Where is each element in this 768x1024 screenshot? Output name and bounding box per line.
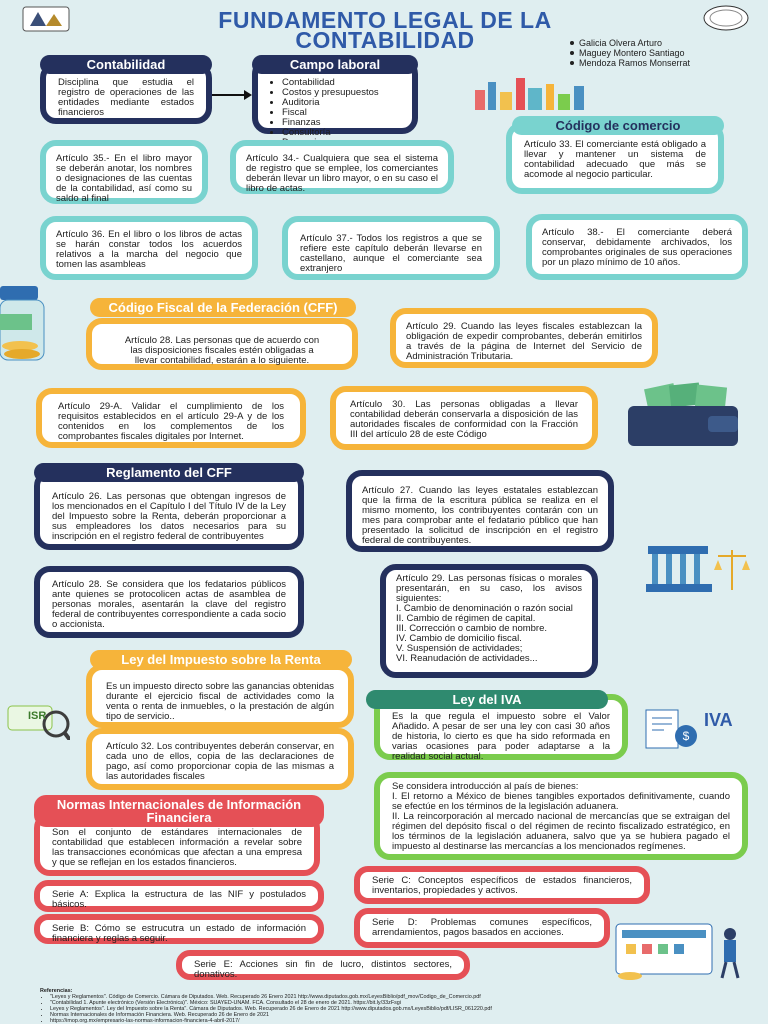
reference-item: • Leyes y Reglamentos". Ley del Impuesto sobre la Renta". Cámara de Diputados. Web. Recuperado 26 de Enero de 2021 http://www.diputados.gob.mx/LeyesBiblio/pdf/LISR_061220.pdf (50, 1006, 740, 1012)
codigo-comercio-art38: Artículo 38.- El comerciante deberá conservar, debidamente archivados, los comprobantes originales de sus operaciones por un plazo mínimo de 10 años. (526, 214, 748, 280)
cff-art29: Artículo 29. Cuando las leyes fiscales establezcan la obligación de expedir comprobantes, deberán emitirlos a través de la página de Internet del Servicio de Administración Tributaria. (390, 308, 658, 368)
city-illustration (470, 70, 590, 110)
bank-illustration (610, 920, 760, 982)
seal-icon (702, 4, 750, 32)
author-3: Mendoza Ramos Monserrat (570, 58, 690, 68)
codigo-comercio-art34: Artículo 34.- Cualquiera que sea el sistema de registro que se emplee, los comerciantes deberán llevar un libro mayor, o en su caso el libro de actas. (230, 140, 454, 194)
isr-header: Ley del Impuesto sobre la Renta (90, 650, 352, 669)
contabilidad-text: Disciplina que estudia el registro de operaciones de las entidades mediante estados financieros (58, 77, 194, 118)
reglamento-art27: Artículo 27. Cuando las leyes estatales establezcan que la firma de la escritura pública se realiza en el mismo momento, los contribuyentes contarán con un mes para comprobar ante el fedatario público que han presentado la solicitud de inscripción en el registro federal de contribuyentes. (346, 470, 614, 552)
codigo-comercio-art36: Artículo 36. En el libro o los libros de actas se harán constar todos los acuerdos relativos a la marcha del negocio que tomen las asambleas (40, 216, 258, 280)
nif-serie-d: Serie D: Problemas comunes específicos, arrendamientos, pagos basados en acciones. (354, 908, 610, 948)
cff-art29a: Artículo 29-A. Validar el cumplimiento de los requisitos establecidos en el artículo 29-A y de los contenidos en los complementos de los comprobantes fiscales digitales por Internet. (36, 388, 306, 448)
nif-serie-a: Serie A: Explica la estructura de las NIF y postulados básicos. (34, 880, 324, 912)
iva-label: IVA (704, 710, 733, 730)
cff-art28: Artículo 28. Las personas que de acuerdo con las disposiciones fiscales estén obligadas a llevar contabilidad, estarán a lo siguiente. (86, 318, 358, 370)
nif-serie-e: Serie E: Acciones sin fin de lucro, distintos sectores, donativos. (176, 950, 470, 980)
svg-text:$: $ (682, 729, 690, 743)
list-item: • Costos y presupuestos (282, 88, 402, 98)
iva-header: Ley del IVA (366, 690, 608, 709)
money-jar-illustration (0, 284, 50, 374)
reference-item: • "Leyes y Reglamentos". Código de Comercio. Cámara de Diputados. Web. Recuperado 26 Enero 2021 http://www.diputados.gob.mx/LeyesBiblio/pdf_mov/Codigo_de_Comercio.pdf (50, 994, 740, 1000)
nif-serie-c: Serie C: Conceptos específicos de estados financieros, inventarios, propiedades y activos. (354, 866, 650, 904)
justice-illustration (642, 540, 754, 598)
isr-art32: Artículo 32. Los contribuyentes deberán conservar, en cada uno de ellos, copia de las declaraciones de pago, así como proporcionar copia de las mismas a las autoridades fiscales (86, 728, 354, 790)
campo-laboral-header: Campo laboral (252, 55, 418, 74)
page-title: FUNDAMENTO LEGAL DE LA CONTABILIDAD (218, 7, 552, 53)
list-item: • Contabilidad (282, 78, 402, 88)
isr-badge-text: ISR (28, 710, 47, 722)
reglamento-art28: Artículo 28. Se considera que los fedatarios públicos ante quienes se protocolicen actas de asamblea de personas morales, asentarán la clave del registro federal de contribuyentes correspondiente a cada socio o accionista. (34, 566, 304, 638)
references-label: Referencias: (40, 988, 73, 994)
nif-serie-b: Serie B: Cómo se estrucutra un estado de información financiera y reglas a seguir. (34, 914, 324, 944)
campo-laboral-list (270, 78, 402, 148)
nif-body: Son el conjunto de estándares internacionales de contabilidad que establecen información a revelar sobre las transacciones económicas que afectan a una empresa y que se reflejan en los estados financieros. (34, 812, 320, 876)
author-1: Galicia Olvera Arturo (570, 38, 690, 48)
author-2: Maguey Montero Santiago (570, 48, 690, 58)
cff-header: Código Fiscal de la Federación (CFF) (90, 298, 356, 317)
arrow-icon (212, 88, 252, 100)
nif-header: Normas Internacionales de Información Financiera (34, 795, 324, 827)
list-item: IV. Cambio de domicilio fiscal. (396, 633, 522, 644)
list-item: III. Corrección o cambio de nombre. (396, 623, 548, 634)
codigo-comercio-art35: Artículo 35.- En el libro mayor se deberán anotar, los nombres o designaciones de las cuentas de la contabilidad, así como su saldo al final (40, 140, 208, 204)
codigo-comercio-art33: Artículo 33. El comerciante está obligado a llevar y mantener un sistema de contabilidad adecuado que más se acomode al negocio particular. (506, 122, 724, 194)
reglamento-header: Reglamento del CFF (34, 463, 304, 482)
wallet-illustration (624, 382, 744, 452)
list-item: I. Cambio de denominación o razón social (396, 603, 573, 614)
cff-art30: Artículo 30. Las personas obligadas a llevar contabilidad deberán conservarla a disposición de las autoridades fiscales de conformidad con la Fracción III del artículo 28 de este Código (330, 386, 598, 450)
contabilidad-header: Contabilidad (40, 55, 212, 74)
author-list (570, 38, 690, 68)
unam-logo (22, 6, 70, 32)
isr-body: Es un impuesto directo sobre las ganancias obtenidas durante el ejercicio fiscal de actividades como la venta o renta de inmuebles, o la prestación de algún tipo de servicio.. (86, 664, 354, 728)
references (40, 988, 740, 1024)
reglamento-art29: Artículo 29. Las personas físicas o morales presentarán, en su caso, los avisos siguientes: I. Cambio de denominación o razón social II. Cambio de régimen de capital. III. Corrección o cambio de nombre. IV. Cambio de domicilio fiscal. V. Suspensión de actividades; VI. Reanudación de actividades... (380, 564, 598, 678)
iva-document-icon (644, 708, 702, 750)
reference-item: • https://imop.org.mx/empresario-las-normas-informacion-financiera-4-abril-2017/ (50, 1018, 740, 1024)
list-item: II. Cambio de régimen de capital. (396, 613, 536, 624)
codigo-comercio-header: Código de comercio (512, 116, 724, 135)
list-item: V. Suspensión de actividades; (396, 643, 523, 654)
list-item: • Auditoria (282, 98, 402, 108)
list-item: VI. Reanudación de actividades... (396, 653, 538, 664)
codigo-comercio-art37: Artículo 37.- Todos los registros a que se refiere este capítulo deberán llevarse en castellano, aunque el comerciante sea extranjero (282, 216, 500, 280)
iva-introduccion: Se considera introducción al país de bienes: I. El retorno a México de bienes tangibles exportados definitivamente, cuando se efectúe en los términos de la legislación aduanera. II. La reincorporación al mercado nacional de mercancías que se extraigan del régimen del depósito fiscal o del régimen de recinto fiscalizado estratégico, en los términos de la legislación aduanera, salvo que ya se hubiera pagado el impuesto al destinarse las mercancías a los mencionados regímenes. (374, 772, 748, 860)
iva-body: Es la que regula el impuesto sobre el Valor Añadido. A pesar de ser una ley con casi 30 años de historia, lo cierto es que ha sido reformada en varias ocasiones para poder adaptarse a la realidad social actual. (374, 694, 628, 760)
list-item: • Fiscal (282, 108, 402, 118)
reference-item: • "Contabilidad 1. Apunte electrónico (Versión Electrónica)". México: SUAYED-UNAM. FCA. Consultado el 28 de enero de 2021. https://bit.ly/33zFsgi (50, 1000, 740, 1006)
reference-item: • Normas Internacionales de Información Financiera. Web. Recuperado 26 de Enero de 2021 (50, 1012, 740, 1018)
list-item: • Consultoría (282, 128, 402, 138)
list-item: • Finanzas (282, 118, 402, 128)
reglamento-art26: Artículo 26. Las personas que obtengan ingresos de los mencionados en el Capítulo I del Título IV de la Ley del Impuesto sobre la Renta, deberán proporcionar a sus empleadores los datos necesarios para su inscripción en el registro federal de contribuyentes (34, 470, 304, 550)
